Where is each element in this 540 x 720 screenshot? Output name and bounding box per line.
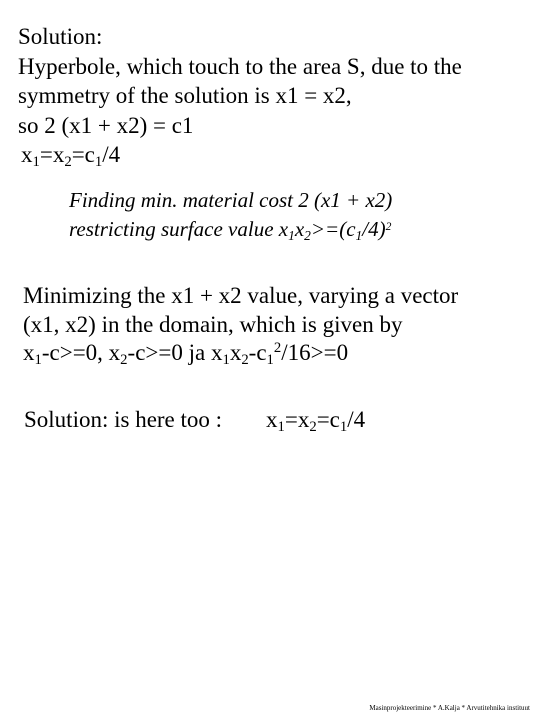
minimize-line-1: Minimizing the x1 + x2 value, varying a vector [23, 283, 459, 308]
intro-line-1: Hyperbole, which touch to the area S, due to the [18, 53, 462, 79]
footer-credit: Masinprojekteerimine * A.Kalja * Arvutitehnika instituut [369, 704, 530, 712]
minimize-line-2: (x1, x2) in the domain, which is given by [23, 311, 403, 337]
constraints-line: $x_1-c>=0$, $x_2-c>=0$ ja $x_1x_2-c_1^2/16>=0$ [23, 339, 349, 369]
cost-line-2: restricting surface value $x_1x_2>=(c_1/4)^2$ [69, 217, 392, 243]
minimize-statement [23, 282, 458, 368]
solution-label: Solution: is here too : [24, 407, 223, 432]
solution-formula: $x_1=x_2=c_1/4$ [266, 407, 366, 436]
solution-row [24, 405, 366, 436]
cost-line-1: Finding min. material cost 2 (x1 + x2) [69, 188, 393, 212]
intro-formula: $x_1=x_2=c_1/4$ [21, 142, 121, 171]
cost-statement [69, 186, 392, 244]
intro-line-2: symmetry of the solution is x1 = x2, [18, 83, 352, 108]
intro-line-3: so 2 (x1 + x2) = c1 [18, 112, 194, 138]
solution-heading: Solution: [18, 24, 103, 49]
intro-block [18, 22, 462, 170]
